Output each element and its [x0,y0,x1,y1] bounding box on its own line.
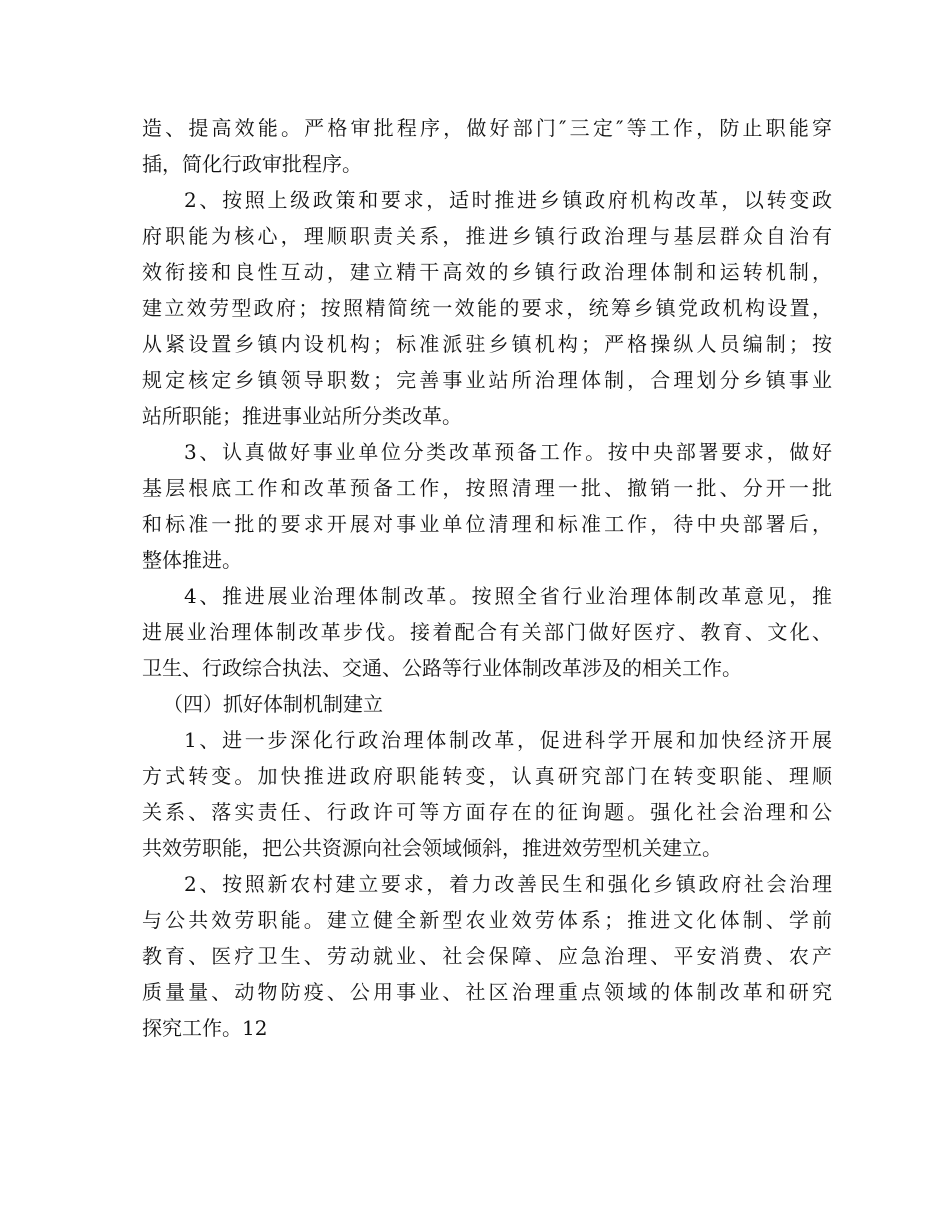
paragraph-line: 探究工作。12 [142,1016,268,1040]
paragraph-line: 插，简化行政审批程序。 [142,152,362,176]
paragraph-line: 基层根底工作和改革预备工作，按照清理一批、撤销一批、分开一批 [142,476,832,500]
paragraph-line: 规定核定乡镇领导职数；完善事业站所治理体制，合理划分乡镇事业 [142,368,832,392]
paragraph-line: 效衔接和良性互动，建立精干高效的乡镇行政治理体制和运转机制， [142,260,832,284]
paragraph-line: 4、推进展业治理体制改革。按照全省行业治理体制改革意见，推 [184,584,832,608]
paragraph-line: 府职能为核心，理顺职责关系，推进乡镇行政治理与基层群众自治有 [142,224,832,248]
paragraph-line: 站所职能；推进事业站所分类改革。 [142,404,462,428]
paragraph-line: 3、认真做好事业单位分类改革预备工作。按中央部署要求，做好 [184,440,832,464]
paragraph-line: 2、按照新农村建立要求，着力改善民生和强化乡镇政府社会治理 [184,872,832,896]
paragraph-line: 质量量、动物防疫、公用事业、社区治理重点领域的体制改革和研究 [142,980,832,1004]
paragraph-line: 1、进一步深化行政治理体制改革，促进科学开展和加快经济开展 [184,728,832,752]
paragraph-line: 从紧设置乡镇内设机构；标准派驻乡镇机构；严格操纵人员编制；按 [142,332,832,356]
paragraph-line: 方式转变。加快推进政府职能转变，认真研究部门在转变职能、理顺 [142,764,832,788]
paragraph-line: 教育、医疗卫生、劳动就业、社会保障、应急治理、平安消费、农产 [142,944,832,968]
paragraph-line: 2、按照上级政策和要求，适时推进乡镇政府机构改革，以转变政 [184,188,832,212]
paragraph-line: 关系、落实责任、行政许可等方面存在的征询题。强化社会治理和公 [142,800,832,824]
paragraph-line: 和标准一批的要求开展对事业单位清理和标准工作，待中央部署后， [142,512,832,536]
paragraph-line: 与公共效劳职能。建立健全新型农业效劳体系；推进文化体制、学前 [142,908,832,932]
document-body [142,110,832,1046]
paragraph-line: 进展业治理体制改革步伐。接着配合有关部门做好医疗、教育、文化、 [142,620,832,644]
section-heading: （四）抓好体制机制建立 [163,692,383,716]
paragraph-line: 卫生、行政综合执法、交通、公路等行业体制改革涉及的相关工作。 [142,656,742,680]
paragraph-line: 整体推进。 [142,548,242,572]
paragraph-line: 建立效劳型政府；按照精简统一效能的要求，统筹乡镇党政机构设置， [142,296,832,320]
paragraph-line: 共效劳职能，把公共资源向社会领域倾斜，推进效劳型机关建立。 [142,836,722,860]
paragraph-line: 造、提高效能。严格审批程序，做好部门″三定″等工作，防止职能穿 [142,116,832,140]
